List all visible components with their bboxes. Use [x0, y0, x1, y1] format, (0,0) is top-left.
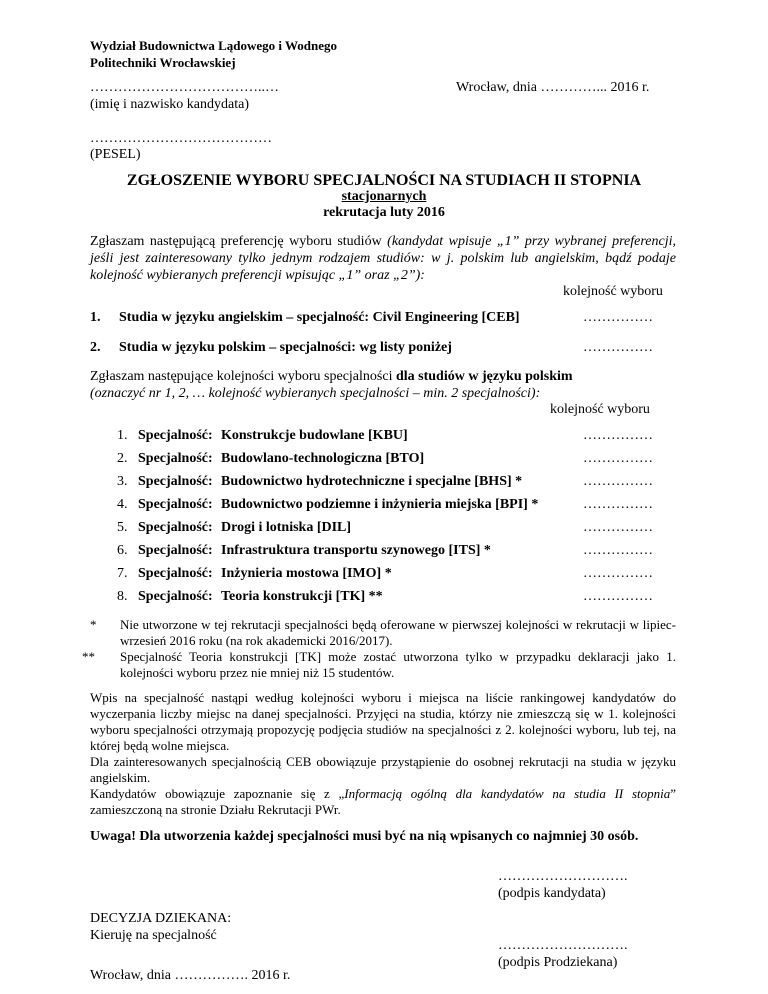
spec-label: Specjalność:: [138, 497, 213, 512]
spec-intro-bold: dla studiów w języku polskim: [395, 369, 573, 384]
prodean-signature-label: (podpis Prodziekana): [498, 955, 618, 970]
spec-label: Specjalność:: [138, 474, 213, 489]
spec-num: 5.: [117, 520, 128, 535]
intro-instruction: (kandydat wpisuje „1” przy wybranej preferencji, jeśli jest zainteresowany tylko jednym rodzajem studiów: w j. polskim lub angielskim, bądź podaje kolejność wybieranych preferencji wpisując „1” oraz „2”):: [90, 234, 676, 283]
spec-order-field[interactable]: ……………: [583, 520, 653, 535]
footnote-mark: *: [90, 617, 97, 632]
spec-name: Konstrukcje budowlane [KBU]: [221, 428, 408, 443]
option-number: 2.: [90, 340, 101, 355]
spec-order-field[interactable]: ……………: [583, 428, 653, 443]
info-paragraph-2: Dla zainteresowanych specjalnością CEB obowiązuje przystąpienie do osobnej rekrutacji na studia w języku angielskim.: [90, 754, 676, 785]
order-label: kolejność wyboru: [563, 284, 663, 299]
spec-order-field[interactable]: ……………: [583, 497, 653, 512]
option-english-order-field[interactable]: ……………: [583, 310, 653, 325]
university-name: Politechniki Wrocławskiej: [90, 55, 236, 70]
spec-num: 6.: [117, 543, 128, 558]
spec-intro-text: Zgłaszam następujące kolejności wyboru specjalności: [90, 369, 396, 384]
recruitment-label: rekrutacja luty 2016: [323, 205, 445, 220]
spec-name: Drogi i lotniska [DIL]: [221, 520, 352, 535]
intro-text: Zgłaszam następującą preferencję wyboru studiów: [90, 234, 388, 249]
info-paragraph-3: [90, 786, 676, 818]
spec-order-field[interactable]: ……………: [583, 451, 653, 466]
spec-name: Infrastruktura transportu szynowego [ITS] *: [221, 543, 491, 558]
pesel-field[interactable]: …………………………………: [90, 131, 272, 146]
option-number: 1.: [90, 310, 101, 325]
study-mode: stacjonarnych: [341, 189, 427, 204]
spec-label: Specjalność:: [138, 451, 213, 466]
decision-line: Kieruję na specjalność: [90, 928, 217, 943]
spec-name: Teoria konstrukcji [TK] **: [221, 589, 383, 604]
spec-label: Specjalność:: [138, 520, 213, 535]
spec-label: Specjalność:: [138, 566, 213, 581]
spec-name: Inżynieria mostowa [IMO] *: [221, 566, 392, 581]
spec-order-field[interactable]: ……………: [583, 543, 653, 558]
name-label: (imię i nazwisko kandydata): [90, 97, 250, 112]
name-field[interactable]: ………………………………..…: [90, 80, 279, 95]
spec-intro-paragraph: [90, 368, 676, 402]
option-polish: Studia w języku polskim – specjalności: wg listy poniżej: [119, 340, 452, 355]
footnote-mark: **: [82, 649, 95, 664]
candidate-signature-field[interactable]: ……………………….: [498, 869, 628, 884]
document-title: ZGŁOSZENIE WYBORU SPECJALNOŚCI NA STUDIACH II STOPNIA: [126, 172, 642, 189]
spec-num: 1.: [117, 428, 128, 443]
footnote-text: Nie utworzone w tej rekrutacji specjalności będą oferowane w pierwszej kolejności w rekrutacji w lipiec-wrzesień 2016 roku (na rok akademicki 2016/2017).: [120, 617, 676, 648]
spec-order-field[interactable]: ……………: [583, 566, 653, 581]
decision-title: DECYZJA DZIEKANA:: [90, 911, 232, 926]
candidate-signature-label: (podpis kandydata): [498, 886, 606, 901]
decision-place-date[interactable]: Wrocław, dnia ……………. 2016 r.: [90, 968, 291, 983]
spec-label: Specjalność:: [138, 589, 213, 604]
spec-label: Specjalność:: [138, 543, 213, 558]
spec-num: 3.: [117, 474, 128, 489]
option-polish-order-field[interactable]: ……………: [583, 340, 653, 355]
option-english: Studia w języku angielskim – specjalność: Civil Engineering [CEB]: [119, 310, 520, 325]
spec-label: Specjalność:: [138, 428, 213, 443]
footnote-text: Specjalność Teoria konstrukcji [TK] może zostać utworzona tylko w przypadku deklaracji jako 1. kolejności wyboru przez nie mniej niż 15 studentów.: [120, 649, 676, 680]
spec-num: 8.: [117, 589, 128, 604]
faculty-name: Wydział Budownictwa Lądowego i Wodnego: [90, 38, 338, 53]
spec-num: 4.: [117, 497, 128, 512]
info-text-a: Kandydatów obowiązuje zapoznanie się z „: [90, 786, 345, 801]
spec-order-field[interactable]: ……………: [583, 589, 653, 604]
spec-name: Budownictwo hydrotechniczne i specjalne [BHS] *: [221, 474, 523, 489]
info-document-title: Informacją ogólną dla kandydatów na studia II stopnia: [344, 786, 671, 801]
spec-num: 7.: [117, 566, 128, 581]
spec-name: Budownictwo podziemne i inżynieria miejska [BPI] *: [221, 497, 539, 512]
spec-num: 2.: [117, 451, 128, 466]
prodean-signature-field[interactable]: ……………………….: [498, 938, 628, 953]
info-paragraph-1: Wpis na specjalność nastąpi według kolejności wyboru i miejsca na liście rankingowej kandydatów do wyczerpania liczby miejsc na danej specjalności. Przyjęci na studia, którzy nie zmieszczą się w 1. kolejności wyboru specjalności otrzymają propozycję podjęcia studiów na specjalności z 2. kolejności wyboru, lub tej, na której będą wolne miejsca.: [90, 690, 676, 753]
intro-paragraph: [90, 233, 676, 284]
info-text-b: ” zamieszczoną na stronie Działu Rekrutacji PWr.: [90, 786, 677, 817]
place-date[interactable]: Wrocław, dnia …………... 2016 r.: [456, 80, 650, 95]
spec-name: Budowlano-technologiczna [BTO]: [221, 451, 425, 466]
spec-order-field[interactable]: ……………: [583, 474, 653, 489]
notice: Uwaga! Dla utworzenia każdej specjalności musi być na nią wpisanych co najmniej 30 osób.: [90, 829, 639, 844]
order-label: kolejność wyboru: [550, 402, 650, 417]
spec-intro-instruction: (oznaczyć nr 1, 2, … kolejność wybieranych specjalności – min. 2 specjalności):: [90, 386, 541, 401]
pesel-label: (PESEL): [90, 147, 141, 162]
